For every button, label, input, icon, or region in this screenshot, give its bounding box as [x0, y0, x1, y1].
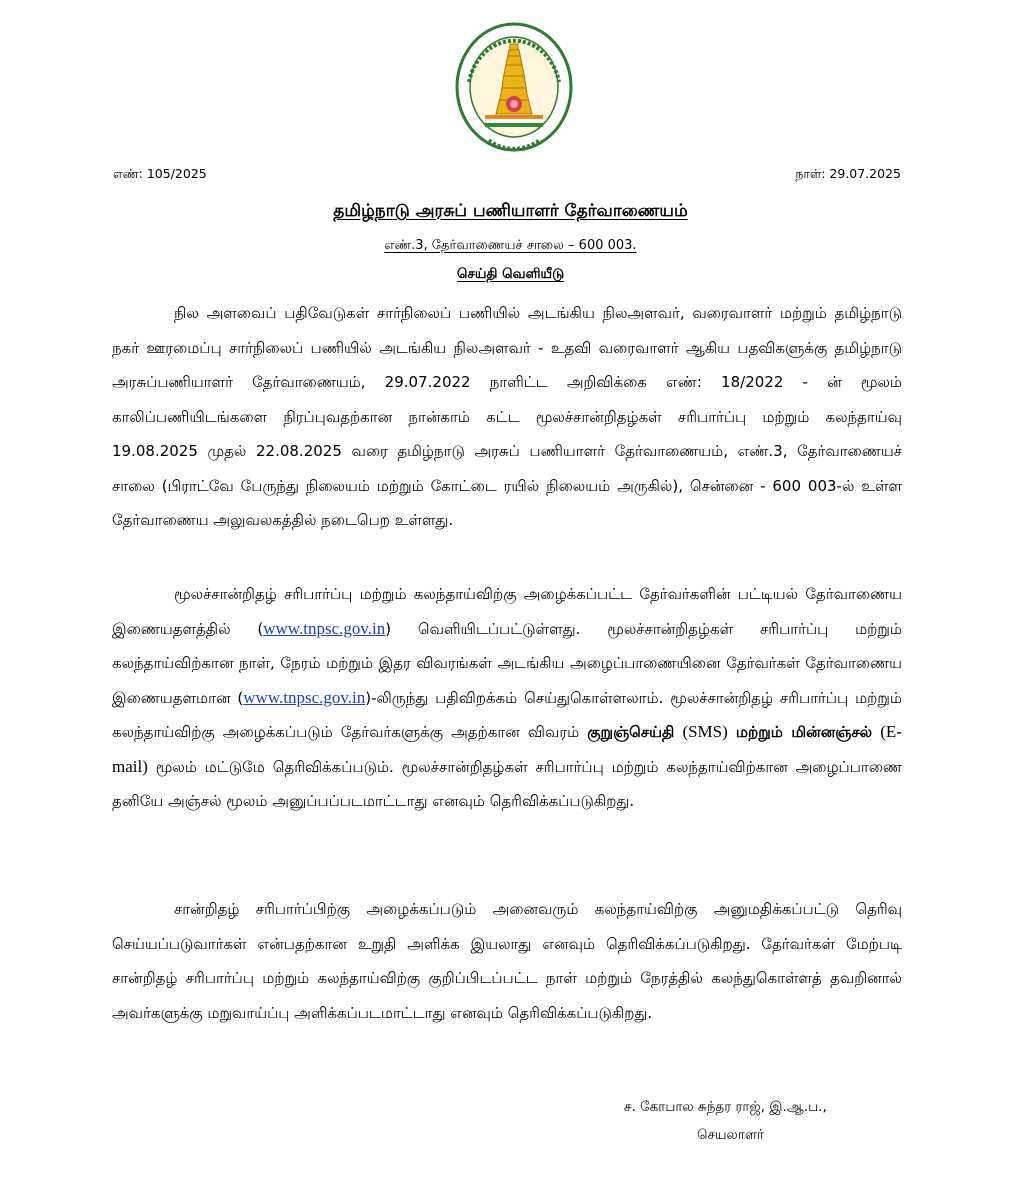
paragraph-2: மூலச்சான்றிதழ் சரிபார்ப்பு மற்றும் கலந்தாய்விற்கு அழைக்கப்பட்ட தேர்வர்களின் பட்டியல் தேர்வாணைய இணையதளத்தில் (www.tnpsc.gov.in) வெளியிடப்பட்டுள்ளது. மூலச்சான்றிதழ்கள் சரிபார்ப்பு மற்றும் கலந்தாய்விற்கான நாள், நேரம் மற்றும் இதர விவரங்கள் அடங்கிய அழைப்பாணையினை தேர்வர்கள் தேர்வாணைய இணையதளமான (www.tnpsc.gov.in)-லிருந்து பதிவிறக்கம் செய்துகொள்ளலாம். மூலச்சான்றிதழ் சரிபார்ப்பு மற்றும் கலந்தாய்விற்கு அழைக்கப்படும் தேர்வர்களுக்கு அதற்கான விவரம் குறுஞ்செய்தி (SMS) மற்றும் மின்னஞ்சல் (E-mail) மூலம் மட்டுமே தெரிவிக்கப்படும். மூலச்சான்றிதழ்கள் சரிபார்ப்பு மற்றும் கலந்தாய்விற்கான அழைப்பாணை தனியே அஞ்சல் மூலம் அனுப்பப்படமாட்டாது எனவும் தெரிவிக்கப்படுகிறது. — [112, 585, 902, 810]
signatory-designation: செயலாளர் — [697, 1127, 765, 1143]
organisation-address: எண்.3, தேர்வாணையச் சாலை – 600 003. — [384, 238, 637, 253]
tnpsc-website-link[interactable]: www.tnpsc.gov.in — [263, 618, 386, 638]
organisation-title: தமிழ்நாடு அரசுப் பணியாளர் தேர்வாணையம் — [333, 201, 688, 221]
tnpsc-website-link-2[interactable]: www.tnpsc.gov.in — [243, 687, 366, 707]
paragraph-1: நில அளவைப் பதிவேடுகள் சார்நிலைப் பணியில் அடங்கிய நிலஅளவர், வரைவாளர் மற்றும் தமிழ்நாடு நகர் ஊரமைப்பு சார்நிலைப் பணியில் அடங்கிய நிலஅளவர் - உதவி வரைவாளர் ஆகிய பதவிகளுக்கு தமிழ்நாடு அரசுப்பணியாளர் தேர்வாணையம், 29.07.2022 நாளிட்ட அறிவிக்கை எண்: 18/2022 - ன் மூலம் காலிப்பணியிடங்களை நிரப்புவதற்கான நான்காம் கட்ட மூலச்சான்றிதழ்கள் சரிபார்ப்பு மற்றும் கலந்தாய்வு 19.08.2025 முதல் 22.08.2025 வரை தமிழ்நாடு அரசுப் பணியாளர் தேர்வாணையம், எண்.3, தேர்வாணையச் சாலை (பிராட்வே பேருந்து நிலையம் மற்றும் கோட்டை ரயில் நிலையம் அருகில்), சென்னை - 600 003-ல் உள்ள தேர்வாணைய அலுவலகத்தில் நடைபெற உள்ளது. — [112, 304, 902, 529]
document-type: செய்தி வெளியீடு — [456, 266, 565, 282]
signatory-name: ச. கோபால சுந்தர ராஜ், இ.ஆ.ப., — [624, 1099, 827, 1115]
reference-number: எண்: 105/2025 — [113, 166, 207, 181]
tamil-nadu-emblem-icon — [455, 22, 573, 152]
paragraph-3: சான்றிதழ் சரிபார்ப்பிற்கு அழைக்கப்படும் அனைவரும் கலந்தாய்விற்கு அனுமதிக்கப்பட்டு தெரிவு செய்யப்படுவார்கள் என்பதற்கான உறுதி அளிக்க இயலாது எனவும் தெரிவிக்கப்படுகிறது. தேர்வர்கள் மேற்படி சான்றிதழ் சரிபார்ப்பு மற்றும் கலந்தாய்விற்கு குறிப்பிடப்பட்ட நாள் மற்றும் நேரத்தில் கலந்துகொள்ளத் தவறினால் அவர்களுக்கு மறுவாய்ப்பு அளிக்கப்படமாட்டாது எனவும் தெரிவிக்கப்படுகிறது. — [112, 900, 902, 1022]
issue-date: நாள்: 29.07.2025 — [795, 166, 901, 181]
